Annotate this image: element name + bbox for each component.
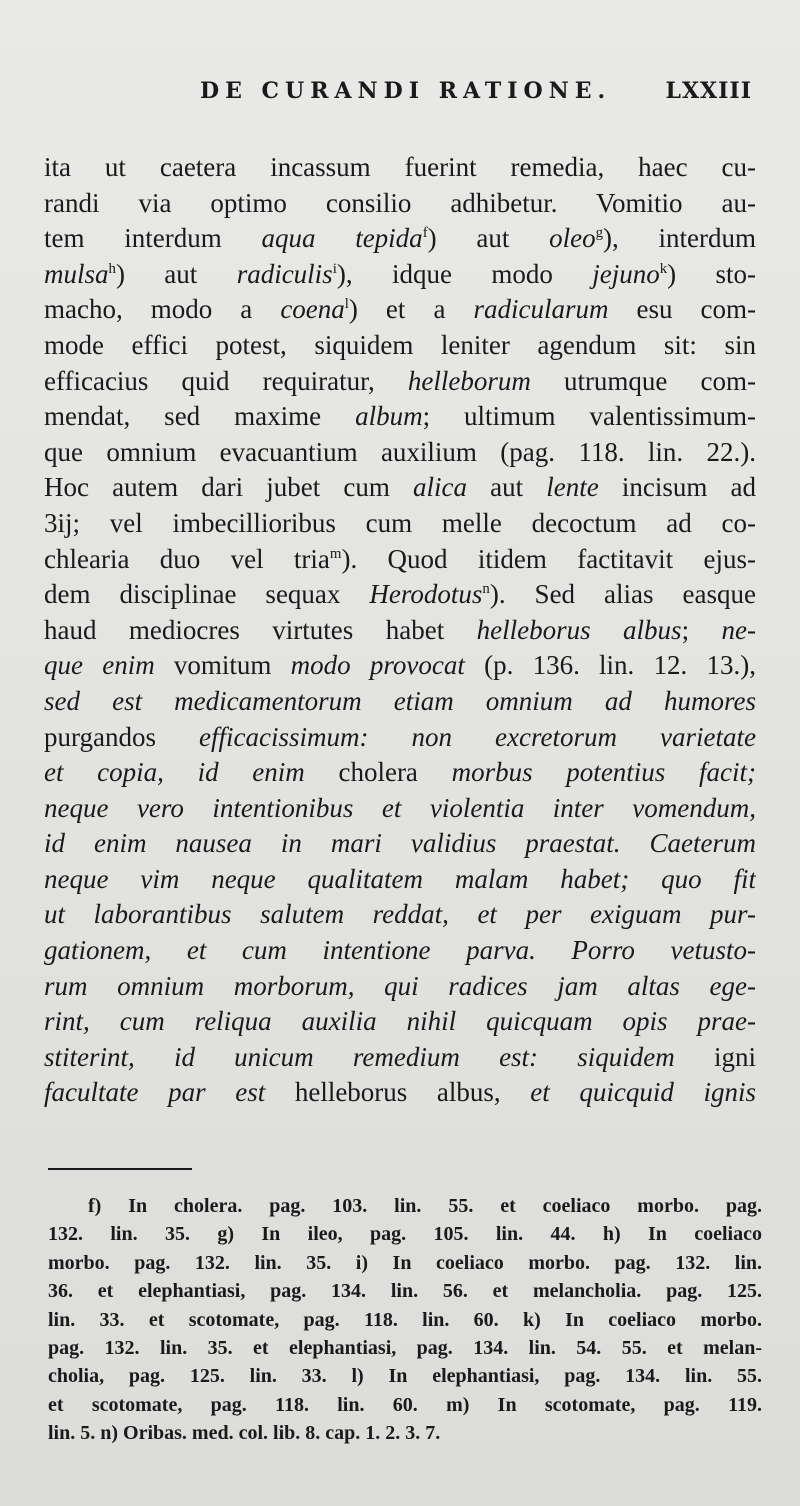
text-line: neque vim neque qualitatem malam habet; quo fit (44, 863, 756, 894)
text-line: facultate par est helleborus albus, et quicquid ignis (44, 1077, 756, 1108)
text-line: sed est medicamentorum etiam omnium ad humores (44, 685, 756, 716)
footnote-line: et scotomate, pag. 118. lin. 60. m) In scotomate, pag. 119. (48, 1393, 762, 1416)
text-line: rum omnium morborum, qui radices jam altas ege- (44, 970, 756, 1001)
text-line: purgandos efficacissimum: non excretorum varietate (44, 721, 756, 752)
footnote-line: morbo. pag. 132. lin. 35. i) In coeliaco morbo. pag. 132. lin. (48, 1251, 762, 1274)
footnote-line: 36. et elephantiasi, pag. 134. lin. 56. et melancholia. pag. 125. (48, 1280, 762, 1303)
footnotes (48, 1192, 762, 1448)
footnote-line: cholia, pag. 125. lin. 33. l) In elephantiasi, pag. 134. lin. 55. (48, 1365, 762, 1388)
body-text (44, 150, 756, 1111)
text-line: id enim nausea in mari validius praestat. Caeterum (44, 828, 756, 859)
text-line: macho, modo a coena$^l$) et a radicularum esu com- (44, 294, 756, 325)
running-title: DE CURANDI RATIONE. (200, 78, 612, 104)
text-line: neque vero intentionibus et violentia inter vomendum, (44, 792, 756, 823)
text-line: rint, cum reliqua auxilia nihil quicquam opis prae- (44, 1006, 756, 1037)
footnote-rule (48, 1168, 192, 1170)
text-line: que omnium evacuantium auxilium (pag. 118. lin. 22.). (44, 436, 756, 467)
running-head (0, 78, 800, 118)
text-line: gationem, et cum intentione parva. Porro vetusto- (44, 935, 756, 966)
text-line: randi via optimo consilio adhibetur. Vomitio au- (44, 187, 756, 218)
footnote-line: lin. 33. et scotomate, pag. 118. lin. 60. k) In coeliaco morbo. (48, 1308, 762, 1331)
page-number: LXXIII (665, 78, 752, 104)
text-line: que enim vomitum modo provocat (p. 136. lin. 12. 13.), (44, 650, 756, 681)
text-line: ita ut caetera incassum fuerint remedia, haec cu- (44, 152, 756, 182)
footnote-line: pag. 132. lin. 35. et elephantiasi, pag. 134. lin. 54. 55. et melan- (48, 1336, 762, 1359)
text-line: 3ij; vel imbecillioribus cum melle decoctum ad co- (44, 507, 756, 538)
text-line: mulsa$^h$) aut radiculis$^i$), idque modo jejuno$^k$) sto- (44, 258, 756, 289)
text-line: Hoc autem dari jubet cum alica aut lente incisum ad (44, 472, 756, 503)
text-line: efficacius quid requiratur, helleborum utrumque com- (44, 365, 756, 396)
text-line: mendat, sed maxime album; ultimum valentissimum- (44, 401, 756, 432)
text-line: et copia, id enim cholera morbus potentius facit; (44, 757, 756, 788)
text-line: mode effici potest, siquidem leniter agendum sit: sin (44, 329, 756, 360)
text-line: stiterint, id unicum remedium est: siquidem igni (44, 1041, 756, 1072)
text-line: chlearia duo vel tria$^m$). Quod itidem factitavit ejus- (44, 543, 756, 574)
footnote-line: lin. 5. n) Oribas. med. col. lib. 8. cap. 1. 2. 3. 7. (48, 1422, 441, 1445)
footnote-line: f) In cholera. pag. 103. lin. 55. et coeliaco morbo. pag. (88, 1195, 762, 1217)
text-line: tem interdum aqua tepida$^f$) aut oleo$^g$), interdum (44, 223, 756, 254)
text-line: dem disciplinae sequax Herodotus$^n$). Sed alias easque (44, 579, 756, 610)
text-line: ut laborantibus salutem reddat, et per exiguam pur- (44, 899, 756, 930)
text-line: haud mediocres virtutes habet helleborus albus; ne- (44, 614, 756, 645)
footnote-line: 132. lin. 35. g) In ileo, pag. 105. lin. 44. h) In coeliaco (48, 1223, 762, 1246)
